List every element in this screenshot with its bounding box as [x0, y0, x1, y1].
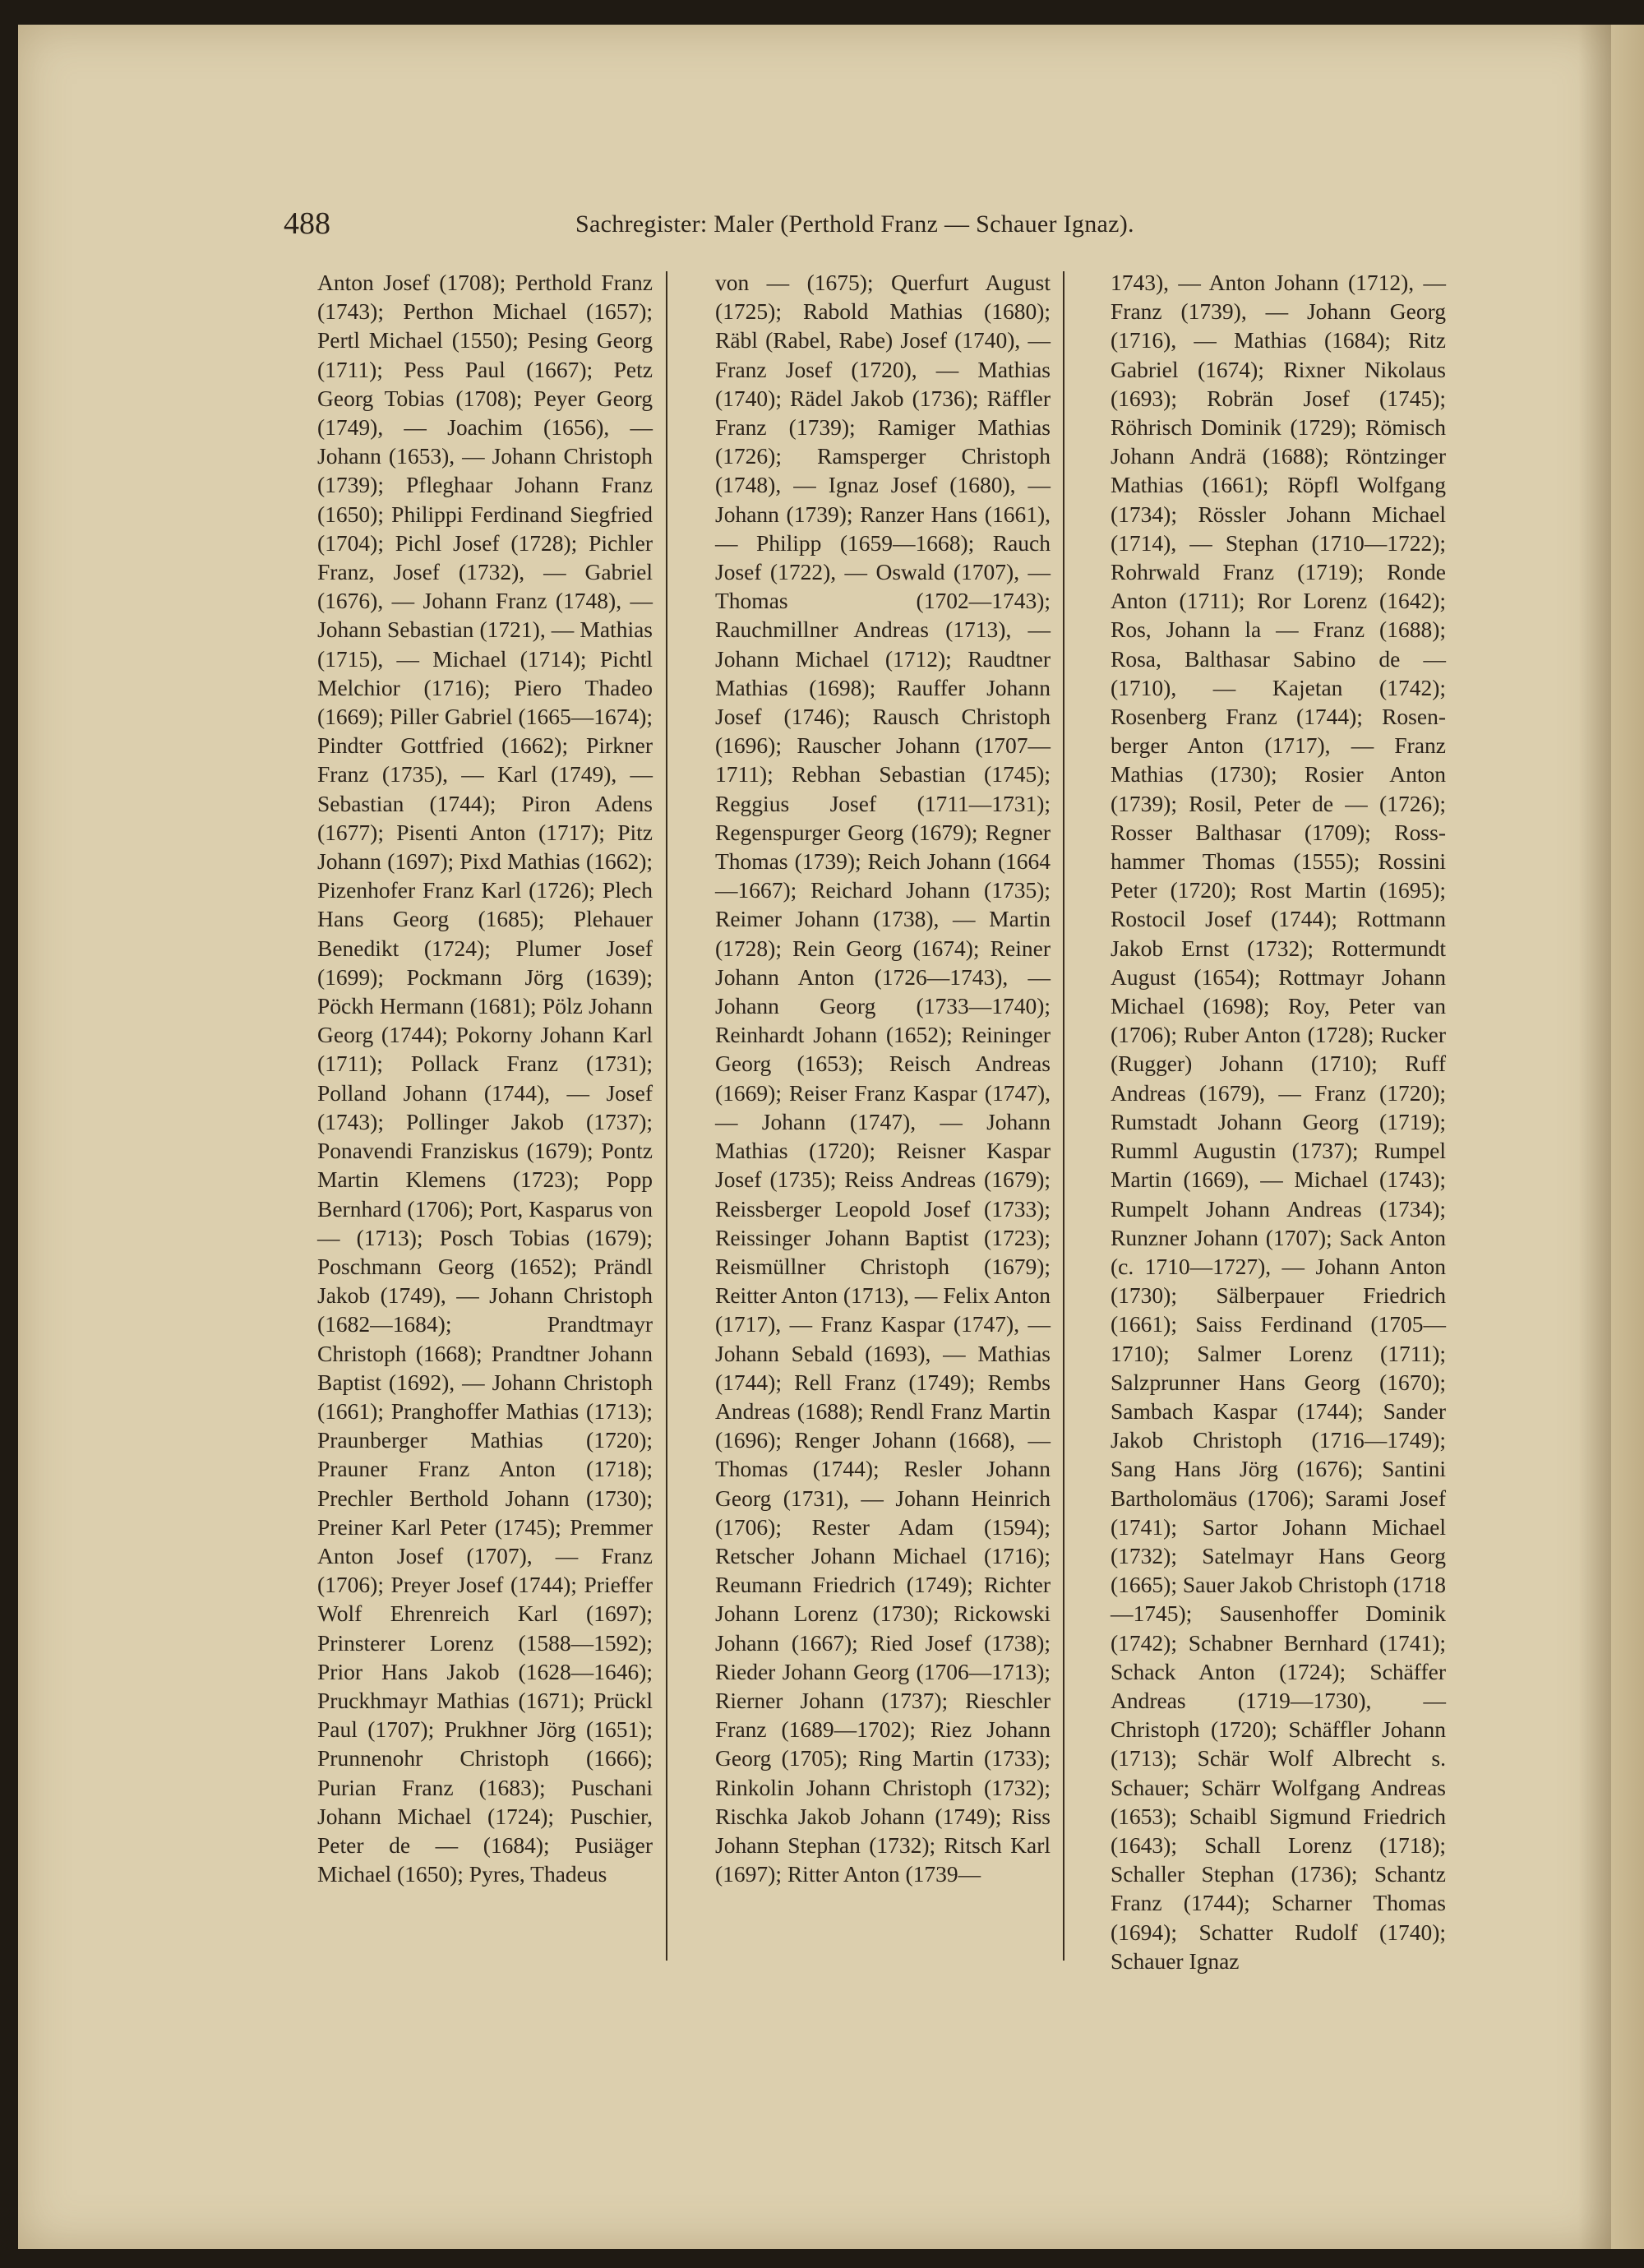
column-divider-1: [666, 271, 667, 1961]
index-column-3: 1743), — Anton Johann (1712), — Franz (1739), — Johann Georg (1716), — Mathias (1684); Ritz Gabriel (1674); Rixner Nikolaus (1693); Robrän Josef (1745); Röhrisch Dominik (1729); Römisch Johann Andrä (1688); Röntzinger Mathias (1661); Röpfl Wolfgang (1734); Rössler Johann Michael (1714), — Stephan (1710—1722); Rohrwald Franz (1719); Ronde Anton (1711); Ror Lorenz (1642); Ros, Johann la — Franz (1688); Rosa, Balthasar Sabino de — (1710), — Kajetan (1742); Rosenberg Franz (1744); Rosenberger Anton (1717), — Franz Mathias (1730); Rosier Anton (1739); Rosil, Peter de — (1726); Rosser Balthasar (1709); Rosshammer Thomas (1555); Rossini Peter (1720); Rost Martin (1695); Rostocil Josef (1744); Rottmann Jakob Ernst (1732); Rottermundt August (1654); Rottmayr Johann Michael (1698); Roy, Peter van (1706); Ruber Anton (1728); Rucker (Rugger) Johann (1710); Ruff Andreas (1679), — Franz (1720); Rumstadt Johann Georg (1719); Rumml Augustin (1737); Rumpel Martin (1669), — Michael (1743); Rumpelt Johann Andreas (1734); Runzner Johann (1707); Sack Anton (c. 1710—1727), — Johann Anton (1730); Sälberpauer Friedrich (1661); Saiss Ferdinand (1705—1710); Salmer Lorenz (1711); Salzprunner Hans Georg (1670); Sambach Kaspar (1744); Sander Jakob Christoph (1716—1749); Sang Hans Jörg (1676); Santini Bartholomäus (1706); Sarami Josef (1741); Sartor Johann Michael (1732); Satelmayr Hans Georg (1665); Sauer Jakob Christoph (1718—1745); Sausenhoffer Dominik (1742); Schabner Bernhard (1741); Schack Anton (1724); Schäffer Andreas (1719—1730), — Christoph (1720); Schäffler Johann (1713); Schär Wolf Albrecht s. Schauer; Schärr Wolfgang Andreas (1653); Schaibl Sigmund Friedrich (1643); Schall Lorenz (1718); Schaller Stephan (1736); Schantz Franz (1744); Scharner Thomas (1694); Schatter Rudolf (1740); Schauer Ignaz: [1111, 270, 1446, 1974]
index-column-1: Anton Josef (1708); Perthold Franz (1743); Perthon Michael (1657); Pertl Michael (1550); Pesing Georg (1711); Pess Paul (1667); Petz Georg Tobias (1708); Peyer Georg (1749), — Joachim (1656), — Johann (1653), — Johann Christoph (1739); Pfleghaar Johann Franz (1650); Philippi Ferdinand Siegfried (1704); Pichl Josef (1728); Pichler Franz, Josef (1732), — Gabriel (1676), — Johann Franz (1748), — Johann Sebastian (1721), — Mathias (1715), — Michael (1714); Pichtl Melchior (1716); Piero Thadeo (1669); Piller Gabriel (1665—1674); Pindter Gottfried (1662); Pirkner Franz (1735), — Karl (1749), — Sebastian (1744); Piron Adens (1677); Pisenti Anton (1717); Pitz Johann (1697); Pixd Mathias (1662); Pizenhofer Franz Karl (1726); Plech Hans Georg (1685); Plehauer Benedikt (1724); Plumer Josef (1699); Pockmann Jörg (1639); Pöckh Hermann (1681); Pölz Johann Georg (1744); Pokorny Johann Karl (1711); Pollack Franz (1731); Polland Johann (1744), — Josef (1743); Pollinger Jakob (1737); Ponavendi Franziskus (1679); Pontz Martin Klemens (1723); Popp Bernhard (1706); Port, Kasparus von — (1713); Posch Tobias (1679); Poschmann Georg (1652); Prändl Jakob (1749), — Johann Christoph (1682—1684); Prandtmayr Christoph (1668); Prandtner Johann Baptist (1692), — Johann Christoph (1661); Pranghoffer Mathias (1713); Praunberger Mathias (1720); Prauner Franz Anton (1718); Prechler Berthold Johann (1730); Preiner Karl Peter (1745); Premmer Anton Josef (1707), — Franz (1706); Preyer Josef (1744); Prieffer Wolf Ehrenreich Karl (1697); Prinsterer Lorenz (1588—1592); Prior Hans Jakob (1628—1646); Pruckhmayr Mathias (1671); Prückl Paul (1707); Prukhner Jörg (1651); Prunnenohr Christoph (1666); Purian Franz (1683); Puschani Johann Michael (1724); Puschier, Peter de — (1684); Pusiäger Michael (1650); Pyres, Thadeus: [317, 270, 653, 1887]
page-number: 488: [284, 206, 330, 241]
column-divider-2: [1063, 271, 1064, 1961]
running-head: Sachregister: Maler (Perthold Franz — Schauer Ignaz).: [575, 210, 1134, 238]
next-page-edge: [1611, 25, 1644, 2249]
index-column-2: von — (1675); Querfurt August (1725); Rabold Mathias (1680); Räbl (Rabel, Rabe) Josef (1740), — Franz Josef (1720), — Mathias (1740); Rädel Jakob (1736); Räffler Franz (1739); Ramiger Mathias (1726); Ramsperger Christoph (1748), — Ignaz Josef (1680), — Johann (1739); Ranzer Hans (1661), — Philipp (1659—1668); Rauch Josef (1722), — Oswald (1707), — Thomas (1702—1743); Rauchmillner Andreas (1713), — Johann Michael (1712); Raudtner Mathias (1698); Rauffer Johann Josef (1746); Rausch Christoph (1696); Rauscher Johann (1707—1711); Rebhan Sebastian (1745); Reggius Josef (1711—1731); Regenspurger Georg (1679); Regner Thomas (1739); Reich Johann (1664—1667); Reichard Johann (1735); Reimer Johann (1738), — Martin (1728); Rein Georg (1674); Reiner Johann Anton (1726—1743), — Johann Georg (1733—1740); Reinhardt Johann (1652); Reininger Georg (1653); Reisch Andreas (1669); Reiser Franz Kaspar (1747), — Johann (1747), — Johann Mathias (1720); Reisner Kaspar Josef (1735); Reiss Andreas (1679); Reissberger Leopold Josef (1733); Reissinger Johann Baptist (1723); Reismüllner Christoph (1679); Reitter Anton (1713), — Felix Anton (1717), — Franz Kaspar (1747), — Johann Sebald (1693), — Mathias (1744); Rell Franz (1749); Rembs Andreas (1688); Rendl Franz Martin (1696); Renger Johann (1668), — Thomas (1744); Resler Johann Georg (1731), — Johann Heinrich (1706); Rester Adam (1594); Retscher Johann Michael (1716); Reumann Friedrich (1749); Richter Johann Lorenz (1730); Rickowski Johann (1667); Ried Josef (1738); Rieder Johann Georg (1706—1713); Rierner Johann (1737); Rieschler Franz (1689—1702); Riez Johann Georg (1705); Ring Martin (1733); Rinkolin Johann Christoph (1732); Rischka Jakob Johann (1749); Riss Johann Stephan (1732); Ritsch Karl (1697); Ritter Anton (1739—: [715, 270, 1051, 1887]
page-fold-shadow: [1578, 25, 1611, 2249]
